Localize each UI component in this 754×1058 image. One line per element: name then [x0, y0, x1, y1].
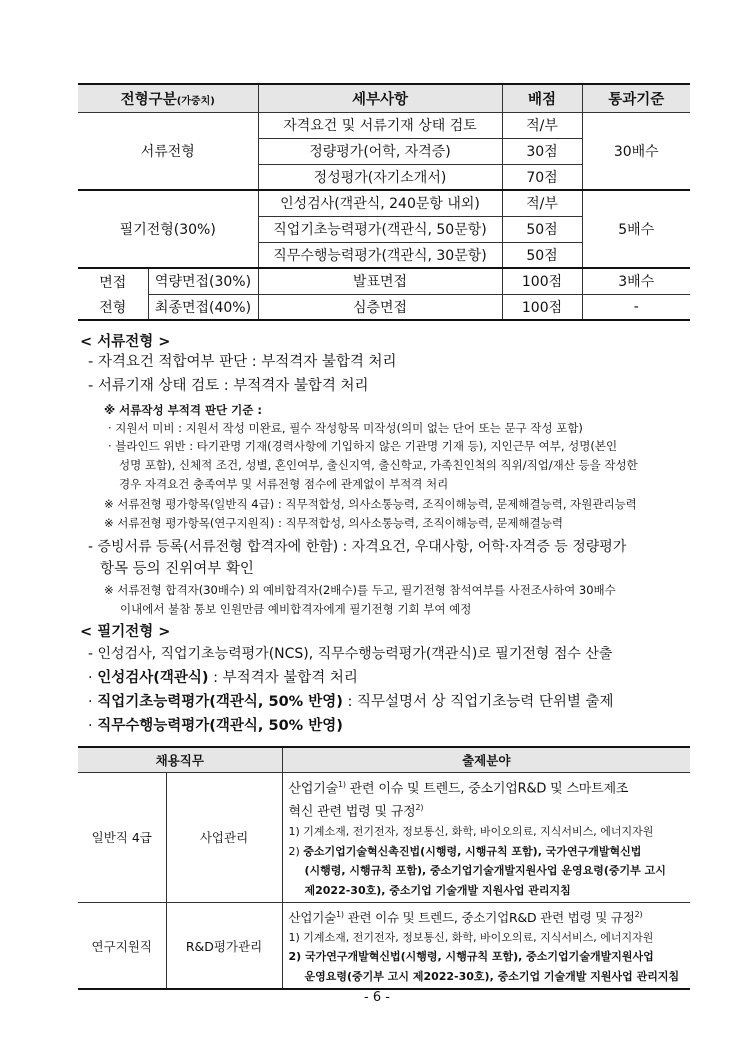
note-1: ※ 서류전형 평가항목(일반직 4급) : 직무적합성, 의사소통능력, 조직이해능력, 문제해결능력, 자원관리능력 — [104, 497, 637, 511]
score-cell: 적/부 — [502, 190, 582, 216]
detail-cell: 직업기초능력평가(객관식, 50문항) — [258, 216, 502, 242]
score-cell: 50점 — [502, 216, 582, 242]
pass-cell: 5배수 — [582, 190, 690, 268]
table-row — [78, 294, 690, 320]
reserve-line-1: ※ 서류전형 합격자(30배수) 외 예비합격자(2배수)를 두고, 필기전형 참석여부를 사전조사하여 30배수 — [104, 583, 616, 597]
score-cell: 30점 — [502, 138, 582, 164]
main-text: 산업기술 — [288, 910, 337, 926]
footnote-num: 2) — [288, 844, 304, 858]
score-cell: 50점 — [502, 242, 582, 268]
item-bold: 직무수행능력평가(객관식, 50% 반영) — [97, 718, 343, 734]
page-number: - 6 - — [364, 990, 390, 1005]
criteria-1: · 지원서 미비 : 지원서 작성 미완료, 필수 작성항목 미작성(의미 없는 단어 또는 문구 작성 포함) — [108, 421, 583, 435]
header-field: 출제분야 — [282, 747, 690, 772]
footnote-2-cont: 제2022-30호), 중소기업 기술개발 지원사업 관리지침 — [304, 883, 571, 897]
job-cell: R&D평가관리 — [166, 903, 282, 990]
main-text: 혁신 관련 법령 및 규정 — [288, 804, 416, 820]
written-stage-label: 필기전형(30%) — [78, 190, 258, 268]
field-content — [283, 773, 691, 903]
note-2: ※ 서류전형 평가항목(연구지원직) : 직무적합성, 의사소통능력, 조직이해능력, 문제해결능력 — [104, 516, 563, 530]
footnote-2-cont: 운영요령(중기부 고시 제2022-30호), 중소기업 기술개발 지원사업 관리지침 — [304, 969, 680, 983]
footnote-num: 2) — [288, 950, 306, 964]
interview-sub-cell: 역량면접(30%) — [148, 268, 258, 294]
footnote-mark: 1) — [337, 779, 346, 789]
footnote-mark: 2) — [415, 803, 424, 813]
reserve-line-2: 이내에서 불참 통보 인원만큼 예비합격자에게 필기전형 기회 부여 예정 — [120, 602, 472, 616]
detail-cell: 직무수행능력평가(객관식, 30문항) — [258, 242, 502, 268]
table-row — [78, 772, 690, 903]
table-header-row — [78, 84, 690, 112]
footnote-mark: 1) — [336, 910, 344, 920]
footnote-2 — [289, 947, 687, 967]
header-category: 전형구분(가중치) — [78, 84, 258, 112]
written-intro: - 인성검사, 직업기초능력평가(NCS), 직무수행능력평가(객관식)로 필기전형 점수 산출 — [88, 646, 613, 662]
doc-item-1: - 자격요건 적합여부 판단 : 부적격자 불합격 처리 — [88, 354, 397, 370]
main-text: 산업기술 — [288, 780, 338, 796]
table-row — [78, 268, 690, 294]
interview-sub-cell: 최종면접(40%) — [148, 294, 258, 320]
header-score: 배점 — [502, 84, 582, 112]
field-cell — [282, 772, 690, 903]
footnote-1: 1) 기계소재, 전기전자, 정보통신, 화학, 바이오의료, 지식서비스, 에너지자원 — [288, 825, 654, 839]
header-detail: 세부사항 — [258, 84, 502, 112]
item-rest: : 직무설명서 상 직업기초능력 단위별 출제 — [342, 694, 614, 710]
footnote-2 — [289, 842, 687, 862]
doc-section-title: < 서류전형 > — [80, 334, 171, 350]
document-stage-label: 서류전형 — [78, 112, 258, 190]
item-bold: 인성검사(객관식) — [97, 670, 209, 686]
written-item-3 — [88, 714, 698, 738]
written-item-2 — [88, 690, 698, 714]
item-bold: 직업기초능력평가(객관식, 50% 반영) — [97, 694, 343, 710]
table-row — [78, 112, 690, 138]
score-cell: 적/부 — [502, 112, 582, 138]
main-text: 관련 이슈 및 트렌드, 중소기업R&D 관련 법령 및 규정 — [343, 910, 635, 926]
table-row — [78, 190, 690, 216]
table-header-row — [78, 747, 690, 772]
detail-cell: 발표면접 — [258, 268, 502, 294]
footnote-mark: 2) — [634, 910, 643, 920]
header-job: 채용직무 — [78, 747, 282, 772]
footnote-text: 중소기업기술혁신촉진법(시행령, 시행규칙 포함), 국가연구개발혁신법 — [303, 844, 642, 858]
field-main-line — [289, 905, 687, 928]
score-cell: 70점 — [502, 164, 582, 190]
written-section-title: < 필기전형 > — [80, 624, 171, 640]
field-main-line — [289, 775, 687, 799]
detail-cell: 자격요건 및 서류기재 상태 검토 — [258, 112, 502, 138]
criteria-2a: · 블라인드 위반 : 타기관명 기재(경력사항에 기입하지 않은 기관명 기재 등), 지인근무 여부, 성명(본인 — [108, 439, 618, 453]
header-pass: 통과기준 — [582, 84, 690, 112]
grade-cell: 일반직 4급 — [78, 772, 166, 903]
footnote-2-cont: (시행령, 시행규칙 포함), 중소기업기술개발지원사업 운영요령(중기부 고시 — [304, 864, 666, 878]
pass-cell: 3배수 — [582, 268, 690, 294]
evidence-line-1: - 증빙서류 등록(서류전형 합격자에 한함) : 자격요건, 우대사항, 어학·자격증 등 정량평가 — [88, 539, 627, 555]
field-main-line — [289, 798, 687, 822]
criteria-title: ※ 서류작성 부적격 판단 기준 : — [104, 403, 262, 417]
pass-cell: - — [582, 294, 690, 320]
interview-stage-label-2: 전형 — [78, 294, 148, 320]
field-content — [283, 903, 691, 988]
footnote-text: 국가연구개발혁신법(시행령, 시행규칙 포함), 중소기업기술개발지원사업 — [305, 950, 654, 964]
field-cell — [282, 903, 690, 990]
detail-cell: 심층면접 — [258, 294, 502, 320]
table-row — [78, 903, 690, 990]
score-cell: 100점 — [502, 294, 582, 320]
written-item-1 — [88, 666, 698, 690]
footnote-1: 1) 기계소재, 전기전자, 정보통신, 화학, 바이오의료, 지식서비스, 에너지자원 — [288, 930, 654, 944]
interview-stage-label-1: 면접 — [78, 268, 148, 294]
doc-item-2: - 서류기재 상태 검토 : 부적격자 불합격 처리 — [88, 378, 369, 394]
grade-cell: 연구지원직 — [78, 903, 166, 990]
detail-cell: 정량평가(어학, 자격증) — [258, 138, 502, 164]
bullet: · — [88, 718, 93, 734]
bullet: · — [88, 694, 93, 710]
evidence-line-2: 항목 등의 진위여부 확인 — [100, 561, 254, 577]
criteria-2b: 성명 포함), 신체적 조건, 성별, 혼인여부, 출신지역, 출신학교, 가족친인척의 직위/직업/재산 등을 작성한 — [119, 458, 638, 472]
score-cell: 100점 — [502, 268, 582, 294]
detail-cell: 정성평가(자기소개서) — [258, 164, 502, 190]
detail-cell: 인성검사(객관식, 240문항 내외) — [258, 190, 502, 216]
criteria-2c: 경우 자격요건 충족여부 및 서류전형 점수에 관계없이 부적격 처리 — [119, 477, 449, 491]
item-rest: : 부적격자 불합격 처리 — [208, 670, 358, 686]
exam-field-table — [78, 746, 690, 990]
pass-cell: 30배수 — [582, 112, 690, 190]
selection-stage-table — [78, 83, 690, 321]
main-text: 관련 이슈 및 트렌드, 중소기업R&D 및 스마트제조 — [345, 780, 629, 796]
job-cell: 사업관리 — [166, 772, 282, 903]
bullet: · — [88, 670, 93, 686]
